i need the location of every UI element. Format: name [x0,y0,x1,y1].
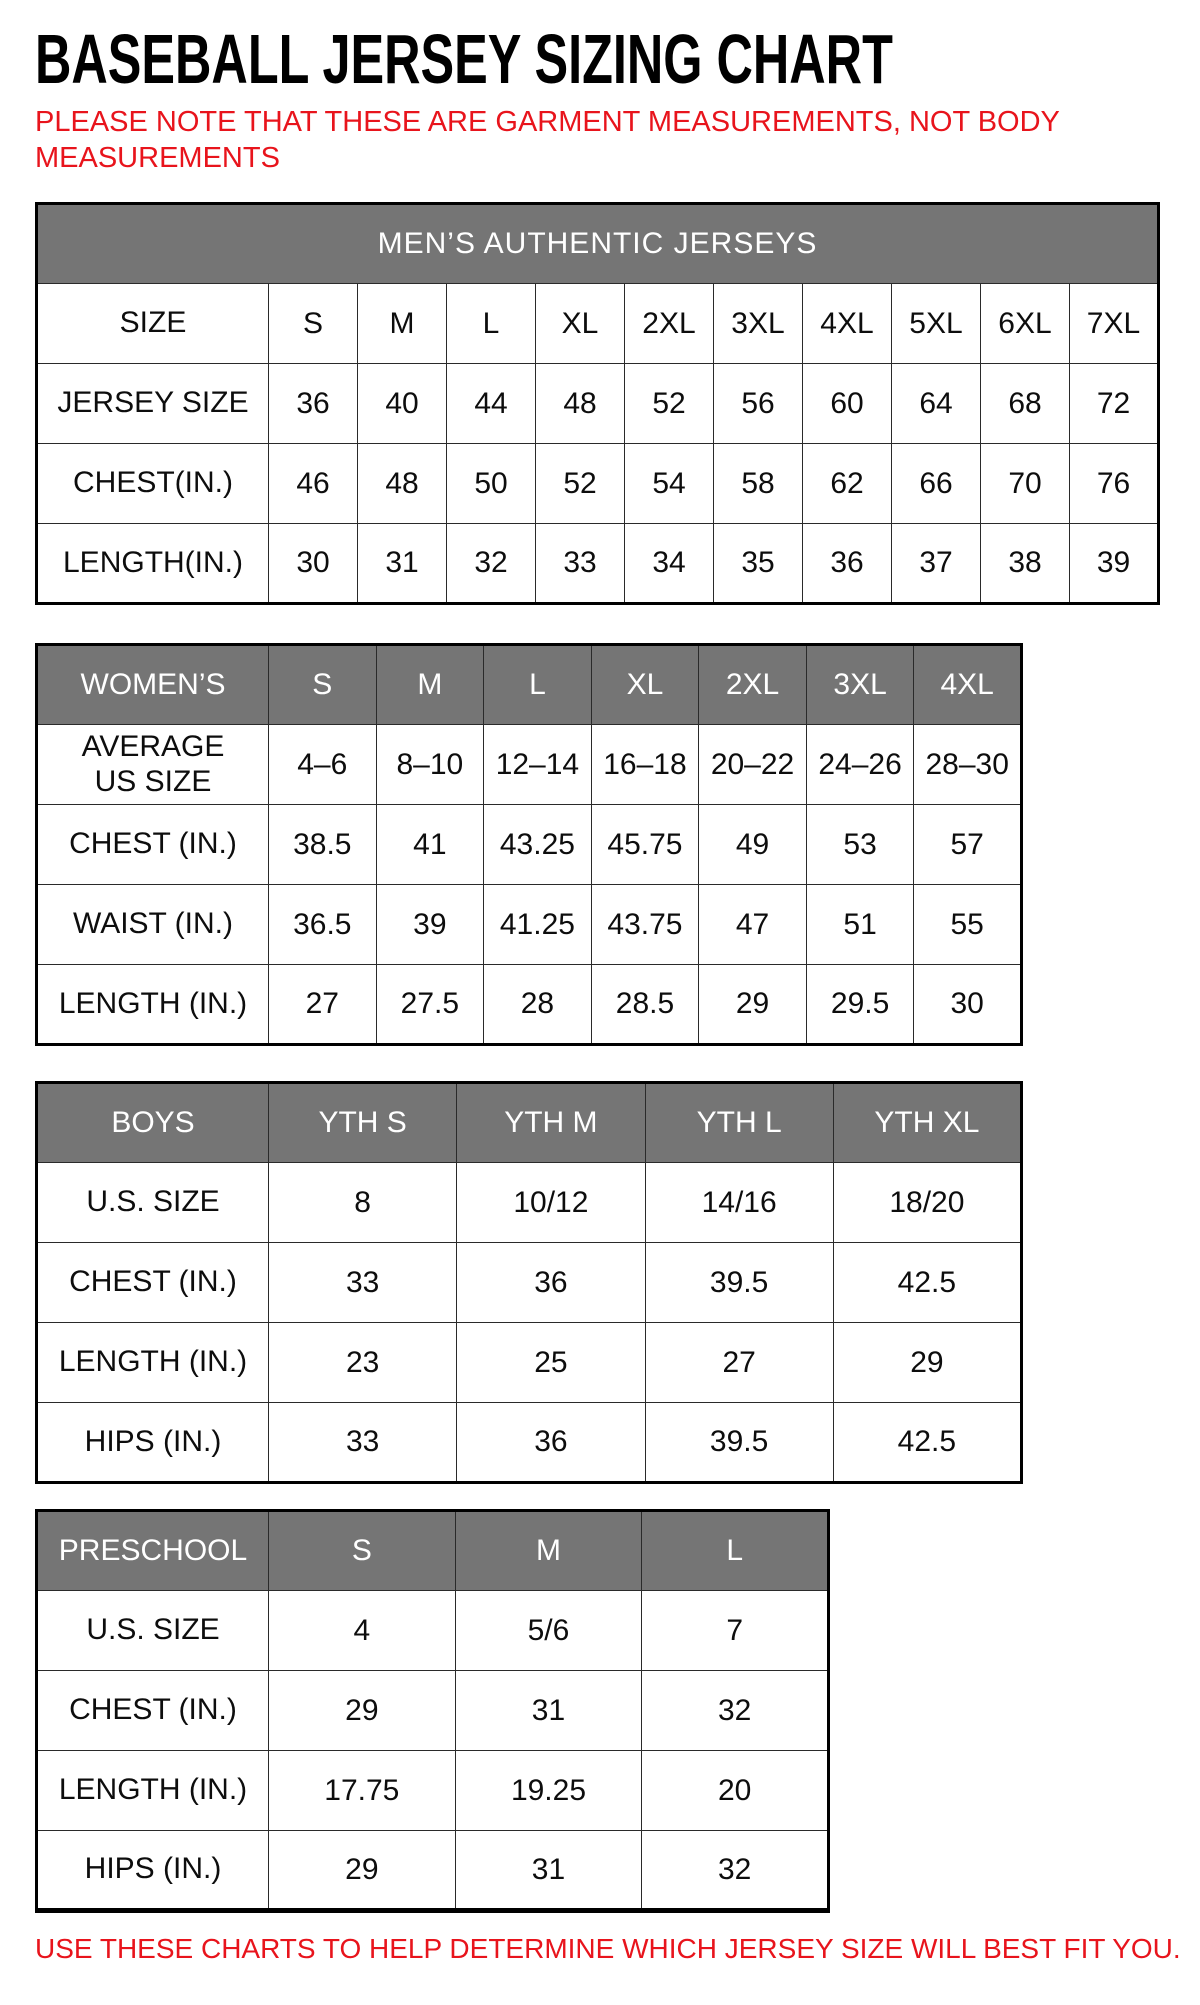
mens-value-cell: 37 [892,524,981,604]
mens-value-cell: 36 [269,364,358,444]
womens-value-cell: 30 [914,965,1022,1045]
womens-column-header: S [269,645,377,725]
boys-table-row [37,1323,1022,1403]
boys-value-cell: 23 [269,1323,457,1403]
womens-column-header: 4XL [914,645,1022,725]
womens-value-cell: 45.75 [591,805,699,885]
mens-value-cell: 35 [714,524,803,604]
mens-size-row-label: SIZE [37,284,269,364]
womens-value-cell: 28 [484,965,592,1045]
womens-value-cell: 43.75 [591,885,699,965]
mens-value-cell: 54 [625,444,714,524]
boys-value-cell: 42.5 [833,1403,1021,1483]
mens-value-cell: 66 [892,444,981,524]
preschool-table-row [37,1831,829,1911]
preschool-row-label: HIPS (IN.) [37,1831,269,1911]
mens-value-cell: 40 [358,364,447,444]
preschool-value-cell: 29 [269,1831,456,1911]
womens-value-cell: 28.5 [591,965,699,1045]
boys-value-cell: 25 [457,1323,645,1403]
womens-value-cell: 55 [914,885,1022,965]
boys-sizing-table [35,1081,1023,1484]
preschool-table-row [37,1751,829,1831]
boys-row-label: HIPS (IN.) [37,1403,269,1483]
mens-value-cell: 76 [1070,444,1159,524]
mens-row-label: LENGTH(IN.) [37,524,269,604]
boys-row-label: CHEST (IN.) [37,1243,269,1323]
boys-column-header: YTH M [457,1083,645,1163]
boys-column-header: YTH S [269,1083,457,1163]
boys-value-cell: 8 [269,1163,457,1243]
womens-sizing-table [35,643,1023,1046]
mens-value-cell: 50 [447,444,536,524]
womens-table-row [37,885,1022,965]
preschool-row-label: LENGTH (IN.) [37,1751,269,1831]
womens-row-label: CHEST (IN.) [37,805,269,885]
preschool-row-label: U.S. SIZE [37,1591,269,1671]
womens-column-header: 2XL [699,645,807,725]
boys-value-cell: 14/16 [645,1163,833,1243]
boys-value-cell: 33 [269,1403,457,1483]
preschool-header-label: PRESCHOOL [37,1511,269,1591]
mens-value-cell: 36 [803,524,892,604]
footer-note: USE THESE CHARTS TO HELP DETERMINE WHICH JERSEY SIZE WILL BEST FIT YOU. [35,1933,1181,1964]
womens-value-cell: 47 [699,885,807,965]
preschool-sizing-table [35,1509,830,1913]
mens-value-cell: 34 [625,524,714,604]
womens-column-header: XL [591,645,699,725]
mens-column-header: 4XL [803,284,892,364]
mens-row-label: CHEST(IN.) [37,444,269,524]
mens-value-cell: 60 [803,364,892,444]
mens-value-cell: 52 [536,444,625,524]
preschool-value-cell: 7 [642,1591,829,1671]
boys-value-cell: 27 [645,1323,833,1403]
boys-value-cell: 39.5 [645,1243,833,1323]
boys-column-header: YTH L [645,1083,833,1163]
mens-value-cell: 32 [447,524,536,604]
mens-value-cell: 58 [714,444,803,524]
mens-row-label: JERSEY SIZE [37,364,269,444]
mens-column-header: M [358,284,447,364]
garment-note-line2: MEASUREMENTS [35,142,280,174]
mens-value-cell: 46 [269,444,358,524]
womens-value-cell: 49 [699,805,807,885]
mens-table-row [37,364,1159,444]
preschool-table-row [37,1591,829,1671]
boys-column-header: YTH XL [833,1083,1021,1163]
preschool-column-header: L [642,1511,829,1591]
preschool-value-cell: 29 [269,1671,456,1751]
mens-value-cell: 30 [269,524,358,604]
womens-row-label: AVERAGE US SIZE [37,725,269,805]
womens-value-cell: 38.5 [269,805,377,885]
preschool-column-header: M [455,1511,642,1591]
mens-column-header: 5XL [892,284,981,364]
womens-table-row [37,965,1022,1045]
mens-value-cell: 31 [358,524,447,604]
mens-value-cell: 48 [358,444,447,524]
womens-header-label: WOMEN’S [37,645,269,725]
boys-row-label: U.S. SIZE [37,1163,269,1243]
boys-value-cell: 42.5 [833,1243,1021,1323]
womens-value-cell: 29.5 [806,965,914,1045]
mens-column-header: 7XL [1070,284,1159,364]
womens-column-header: L [484,645,592,725]
mens-value-cell: 64 [892,364,981,444]
mens-value-cell: 44 [447,364,536,444]
preschool-row-label: CHEST (IN.) [37,1671,269,1751]
womens-value-cell: 41 [376,805,484,885]
preschool-value-cell: 31 [455,1831,642,1911]
mens-column-header: L [447,284,536,364]
womens-value-cell: 51 [806,885,914,965]
mens-value-cell: 56 [714,364,803,444]
boys-table-row [37,1243,1022,1323]
preschool-value-cell: 32 [642,1831,829,1911]
mens-column-header: S [269,284,358,364]
womens-value-cell: 16–18 [591,725,699,805]
boys-value-cell: 36 [457,1403,645,1483]
boys-value-cell: 10/12 [457,1163,645,1243]
womens-value-cell: 53 [806,805,914,885]
mens-table-row [37,524,1159,604]
preschool-value-cell: 32 [642,1671,829,1751]
womens-value-cell: 57 [914,805,1022,885]
womens-row-label: LENGTH (IN.) [37,965,269,1045]
mens-column-header: 2XL [625,284,714,364]
womens-value-cell: 29 [699,965,807,1045]
womens-row-label: WAIST (IN.) [37,885,269,965]
womens-column-header: M [376,645,484,725]
preschool-table-row [37,1671,829,1751]
womens-value-cell: 27.5 [376,965,484,1045]
womens-table-row [37,725,1022,805]
womens-value-cell: 12–14 [484,725,592,805]
preschool-value-cell: 4 [269,1591,456,1671]
womens-table-row [37,805,1022,885]
mens-table-row [37,444,1159,524]
boys-table-row [37,1403,1022,1483]
mens-column-header: 6XL [981,284,1070,364]
womens-value-cell: 8–10 [376,725,484,805]
mens-banner: MEN’S AUTHENTIC JERSEYS [37,204,1159,284]
boys-row-label: LENGTH (IN.) [37,1323,269,1403]
womens-value-cell: 28–30 [914,725,1022,805]
mens-value-cell: 62 [803,444,892,524]
boys-value-cell: 36 [457,1243,645,1323]
mens-sizing-table [35,202,1160,605]
preschool-value-cell: 17.75 [269,1751,456,1831]
womens-value-cell: 27 [269,965,377,1045]
boys-value-cell: 33 [269,1243,457,1323]
garment-measurements-note [35,104,1200,176]
mens-column-header: 3XL [714,284,803,364]
mens-value-cell: 72 [1070,364,1159,444]
preschool-value-cell: 31 [455,1671,642,1751]
womens-value-cell: 43.25 [484,805,592,885]
womens-value-cell: 36.5 [269,885,377,965]
preschool-column-header: S [269,1511,456,1591]
preschool-value-cell: 19.25 [455,1751,642,1831]
page-title: BASEBALL JERSEY SIZING CHART [35,20,893,98]
womens-value-cell: 41.25 [484,885,592,965]
womens-value-cell: 20–22 [699,725,807,805]
mens-value-cell: 52 [625,364,714,444]
preschool-value-cell: 20 [642,1751,829,1831]
mens-value-cell: 33 [536,524,625,604]
boys-table-row [37,1163,1022,1243]
womens-column-header: 3XL [806,645,914,725]
womens-value-cell: 39 [376,885,484,965]
mens-value-cell: 68 [981,364,1070,444]
boys-value-cell: 39.5 [645,1403,833,1483]
boys-value-cell: 18/20 [833,1163,1021,1243]
mens-value-cell: 39 [1070,524,1159,604]
womens-value-cell: 4–6 [269,725,377,805]
mens-value-cell: 48 [536,364,625,444]
mens-value-cell: 70 [981,444,1070,524]
mens-value-cell: 38 [981,524,1070,604]
preschool-value-cell: 5/6 [455,1591,642,1671]
boys-value-cell: 29 [833,1323,1021,1403]
womens-value-cell: 24–26 [806,725,914,805]
boys-header-label: BOYS [37,1083,269,1163]
mens-column-header: XL [536,284,625,364]
garment-note-line1: PLEASE NOTE THAT THESE ARE GARMENT MEASUREMENTS, NOT BODY [35,106,1060,138]
